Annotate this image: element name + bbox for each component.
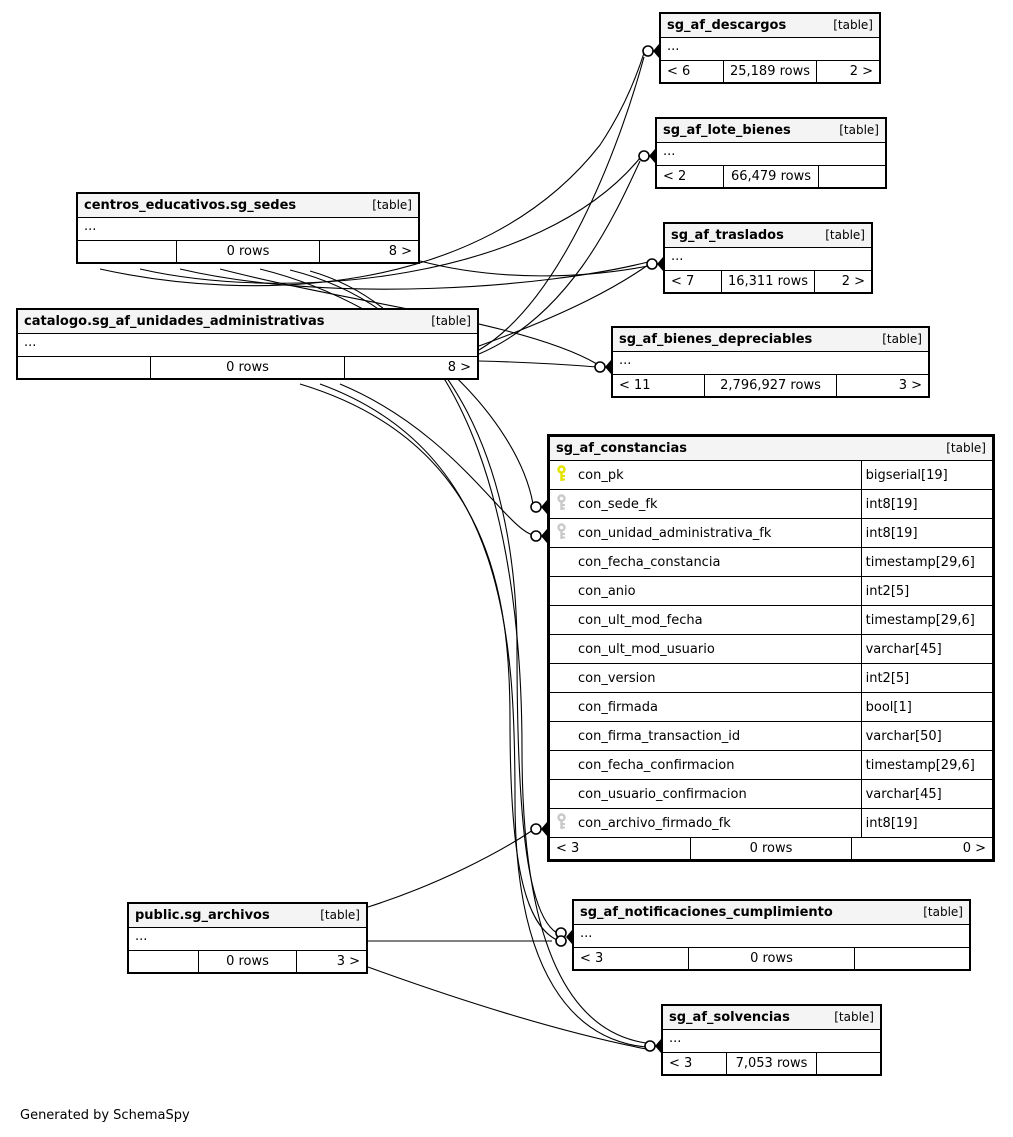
columns-ellipsis: ... [661, 38, 879, 61]
generator-note: Generated by SchemaSpy [20, 1108, 190, 1123]
row-count: 25,189 rows [724, 61, 817, 82]
column-row-con-archivo-firmado-fk[interactable] [550, 809, 992, 838]
child-count: 3 > [336, 954, 360, 969]
child-count: 0 > [962, 841, 986, 856]
table-tag: [table] [825, 228, 865, 242]
table-node-sg-sedes[interactable] [76, 192, 420, 264]
columns-ellipsis: ... [663, 1030, 880, 1053]
child-count: 2 > [841, 274, 866, 289]
row-count: 16,311 rows [722, 271, 815, 292]
table-name: sg_af_notificaciones_cumplimiento [580, 905, 833, 920]
column-name: con_ult_mod_fecha [578, 612, 703, 628]
table-name: sg_af_lote_bienes [663, 123, 791, 138]
column-type: int2[5] [865, 583, 910, 599]
edge-sedes-traslados-2 [420, 261, 648, 276]
columns-ellipsis: ... [574, 925, 969, 948]
column-row-con-anio[interactable] [550, 577, 992, 606]
connector-solvencias [645, 1039, 661, 1053]
column-name: con_firmada [578, 699, 658, 715]
column-name: con_unidad_administrativa_fk [578, 525, 772, 541]
table-name: sg_af_descargos [667, 18, 787, 33]
table-name: centros_educativos.sg_sedes [84, 198, 297, 213]
table-tag: [table] [923, 905, 963, 919]
table-node-sg-af-lote-bienes[interactable] [655, 117, 887, 189]
foreign-key-icon [556, 523, 578, 544]
column-name: con_ult_mod_usuario [578, 641, 715, 657]
parent-count [18, 357, 151, 378]
column-type: varchar[45] [865, 786, 942, 802]
table-name: sg_af_bienes_depreciables [619, 332, 813, 347]
column-type: bool[1] [865, 699, 912, 715]
parent-count: < 3 [663, 1053, 727, 1074]
connector-bienes-depreciables [595, 360, 611, 374]
table-tag: [table] [431, 314, 471, 328]
table-name: catalogo.sg_af_unidades_administrativas [24, 314, 325, 329]
edge-sedes-traslados [180, 262, 648, 289]
column-name: con_fecha_confirmacion [578, 757, 735, 773]
row-count: 2,796,927 rows [705, 375, 837, 396]
column-type: int2[5] [865, 670, 910, 686]
column-type: int8[19] [865, 815, 918, 831]
connector-con-sede-fk [531, 500, 547, 514]
edge-sedes-con-sede-fk [260, 269, 533, 504]
row-count: 7,053 rows [727, 1053, 817, 1074]
parent-count [78, 241, 177, 262]
table-name: sg_af_constancias [556, 441, 688, 456]
connector-con-archivo-firmado-fk [531, 822, 547, 836]
table-tag: [table] [834, 1010, 874, 1024]
row-count: 0 rows [689, 948, 855, 969]
column-name: con_version [578, 670, 656, 686]
column-row-con-sede-fk[interactable] [550, 490, 992, 519]
child-count [817, 1053, 880, 1074]
row-count: 0 rows [151, 357, 344, 378]
column-row-con-firma-transaction-id[interactable] [550, 722, 992, 751]
edge-archivos-con-archivo-fk [368, 830, 533, 907]
table-name: sg_af_traslados [671, 228, 784, 243]
foreign-key-icon [556, 813, 578, 834]
connector-descargos [643, 44, 659, 58]
column-name: con_fecha_constancia [578, 554, 721, 570]
parent-count: < 3 [574, 948, 689, 969]
column-type: timestamp[29,6] [865, 757, 975, 773]
table-tag: [table] [882, 332, 922, 346]
column-row-con-ult-mod-usuario[interactable] [550, 635, 992, 664]
child-count: 8 > [447, 360, 471, 375]
edge-unidades-bienes [479, 361, 597, 367]
table-node-sg-af-descargos[interactable] [659, 12, 881, 84]
table-node-sg-af-solvencias[interactable] [661, 1004, 882, 1076]
table-node-sg-archivos[interactable] [127, 902, 368, 974]
child-count [855, 948, 969, 969]
edge-archivos-solvencias [368, 967, 646, 1049]
column-name: con_anio [578, 583, 636, 599]
columns-ellipsis: ... [657, 143, 885, 166]
parent-count: < 11 [613, 375, 705, 396]
table-tag: [table] [833, 18, 873, 32]
column-type: varchar[45] [865, 641, 942, 657]
column-type: bigserial[19] [865, 467, 948, 483]
parent-count: < 7 [665, 271, 722, 292]
table-node-sg-af-bienes-depreciables[interactable] [611, 326, 930, 398]
column-row-con-fecha-confirmacion[interactable] [550, 751, 992, 780]
column-name: con_firma_transaction_id [578, 728, 741, 744]
child-count: 3 > [898, 378, 922, 393]
child-count [819, 166, 885, 187]
column-row-con-usuario-confirmacion[interactable] [550, 780, 992, 809]
columns-ellipsis: ... [665, 248, 871, 271]
table-name: public.sg_archivos [135, 908, 270, 923]
child-count: 8 > [388, 244, 412, 259]
column-row-con-ult-mod-fecha[interactable] [550, 606, 992, 635]
primary-key-icon [556, 465, 578, 486]
column-type: timestamp[29,6] [865, 554, 975, 570]
table-name: sg_af_solvencias [669, 1010, 790, 1025]
column-row-con-pk[interactable] [550, 461, 992, 490]
table-node-sg-af-constancias[interactable] [547, 434, 995, 862]
table-tag: [table] [839, 123, 879, 137]
table-node-sg-af-traslados[interactable] [663, 222, 873, 294]
column-name: con_archivo_firmado_fk [578, 815, 731, 831]
table-tag: [table] [946, 441, 986, 455]
connector-notificaciones [556, 928, 572, 946]
table-node-sg-af-notificaciones-cumplimiento[interactable] [572, 899, 971, 971]
child-count: 2 > [849, 64, 874, 79]
parent-count: < 2 [657, 166, 724, 187]
column-type: int8[19] [865, 525, 918, 541]
connector-con-unidad-administrativa-fk [531, 529, 547, 543]
parent-count: < 6 [661, 61, 724, 82]
parent-count [129, 951, 199, 972]
table-tag: [table] [372, 198, 412, 212]
row-count: 0 rows [177, 241, 319, 262]
column-name: con_pk [578, 467, 624, 483]
columns-ellipsis: ... [613, 352, 928, 375]
column-row-con-version[interactable] [550, 664, 992, 693]
row-count: 66,479 rows [724, 166, 818, 187]
foreign-key-icon [556, 494, 578, 515]
column-name: con_sede_fk [578, 496, 658, 512]
table-tag: [table] [320, 908, 360, 922]
edge-unidades-notificaciones [300, 384, 557, 940]
parent-count: < 3 [550, 838, 691, 859]
column-type: int8[19] [865, 496, 918, 512]
column-type: timestamp[29,6] [865, 612, 975, 628]
connector-traslados [647, 257, 663, 271]
columns-ellipsis: ... [78, 218, 418, 241]
column-type: varchar[50] [865, 728, 942, 744]
columns-ellipsis: ... [129, 928, 366, 951]
table-node-sg-af-unidades-administrativas[interactable] [16, 308, 479, 380]
columns-ellipsis: ... [18, 334, 477, 357]
column-name: con_usuario_confirmacion [578, 786, 747, 802]
column-row-con-unidad-administrativa-fk[interactable] [550, 519, 992, 548]
connector-lote-bienes [639, 149, 655, 163]
row-count: 0 rows [199, 951, 297, 972]
column-row-con-fecha-constancia[interactable] [550, 548, 992, 577]
column-row-con-firmada[interactable] [550, 693, 992, 722]
row-count: 0 rows [691, 838, 851, 859]
